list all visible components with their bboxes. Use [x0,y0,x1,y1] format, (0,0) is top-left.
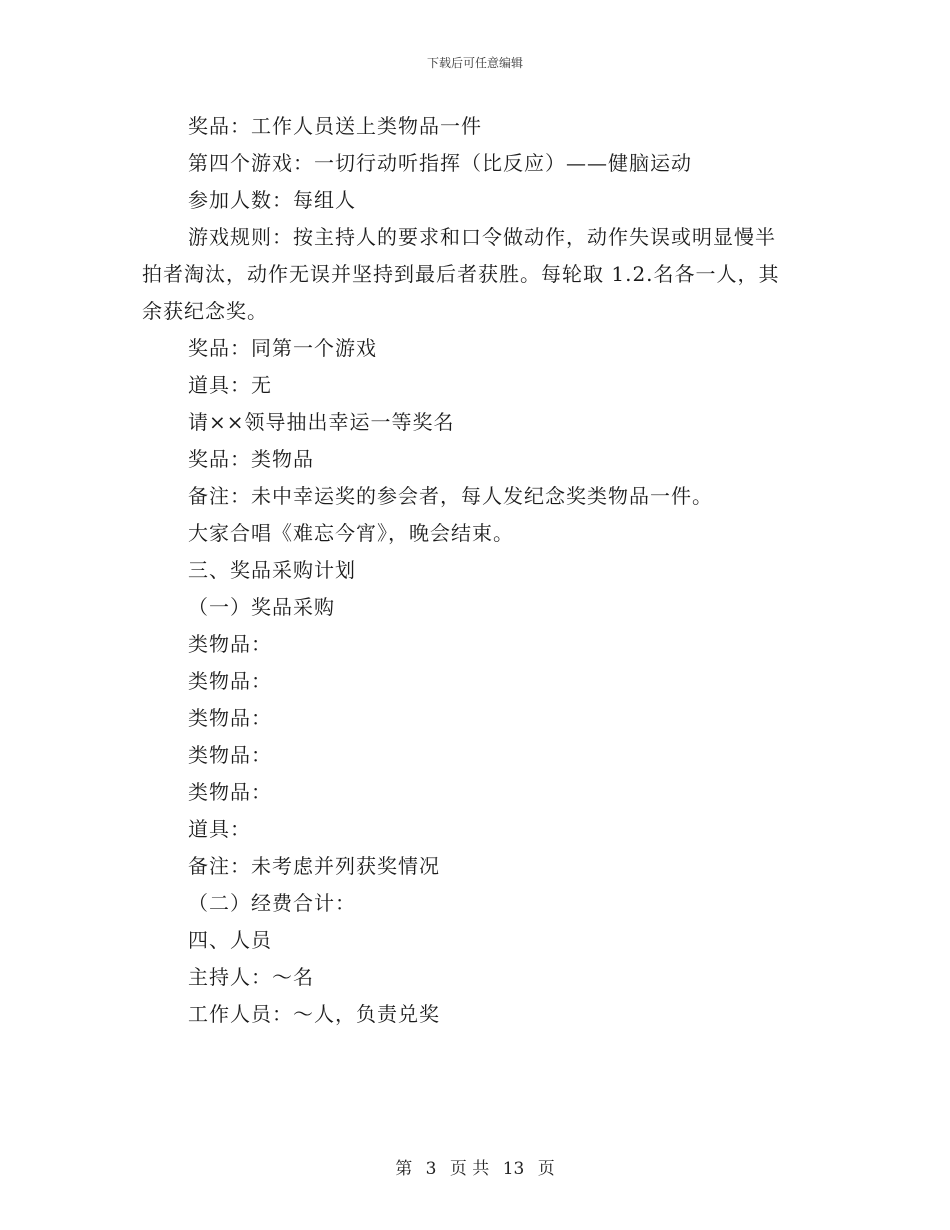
text-line: 备注：未中幸运奖的参会者，每人发纪念奖类物品一件。 [188,484,713,508]
document-body [142,108,802,1033]
text-line: 备注：未考虑并列获奖情况 [188,854,440,878]
text-line: 类物品： [188,743,272,767]
page-footer [0,1154,950,1179]
text-line: 道具：无 [188,373,272,397]
text-line: 奖品：类物品 [188,447,314,471]
footer-mid: 页 共 [449,1159,490,1179]
text-line: 奖品：工作人员送上类物品一件 [188,114,482,138]
footer-prefix: 第 [395,1159,413,1179]
page-number: 3 [425,1159,437,1179]
footer-suffix: 页 [537,1159,555,1179]
text-line: 类物品： [188,632,272,656]
subsection-heading: （二）经费合计： [188,891,356,915]
page-total: 13 [502,1159,525,1179]
paragraph-line: 拍者淘汰，动作无误并坚持到最后者获胜。每轮取 1.2.名各一人，其 [142,262,780,286]
text-line: 主持人：～名 [188,965,314,989]
text-line: 道具： [188,817,251,841]
text-line: 请××领导抽出幸运一等奖名 [188,410,455,434]
subsection-heading: （一）奖品采购 [188,595,335,619]
text-line: 类物品： [188,780,272,804]
paragraph-line: 游戏规则：按主持人的要求和口令做动作，动作失误或明显慢半 [188,225,776,249]
text-line: 大家合唱《难忘今宵》，晚会结束。 [188,521,514,545]
text-line: 第四个游戏：一切行动听指挥（比反应）——健脑运动 [188,151,692,175]
text-line: 类物品： [188,706,272,730]
page-header: 下载后可任意编辑 [426,56,523,70]
text-line: 参加人数：每组人 [188,188,356,212]
rules-paragraph [142,219,802,330]
text-line: 奖品：同第一个游戏 [188,336,377,360]
text-line: 类物品： [188,669,272,693]
paragraph-line: 余获纪念奖。 [142,299,268,323]
section-heading: 三、奖品采购计划 [188,558,356,582]
section-heading: 四、人员 [188,928,272,952]
text-line: 工作人员：～人，负责兑奖 [188,1002,440,1026]
